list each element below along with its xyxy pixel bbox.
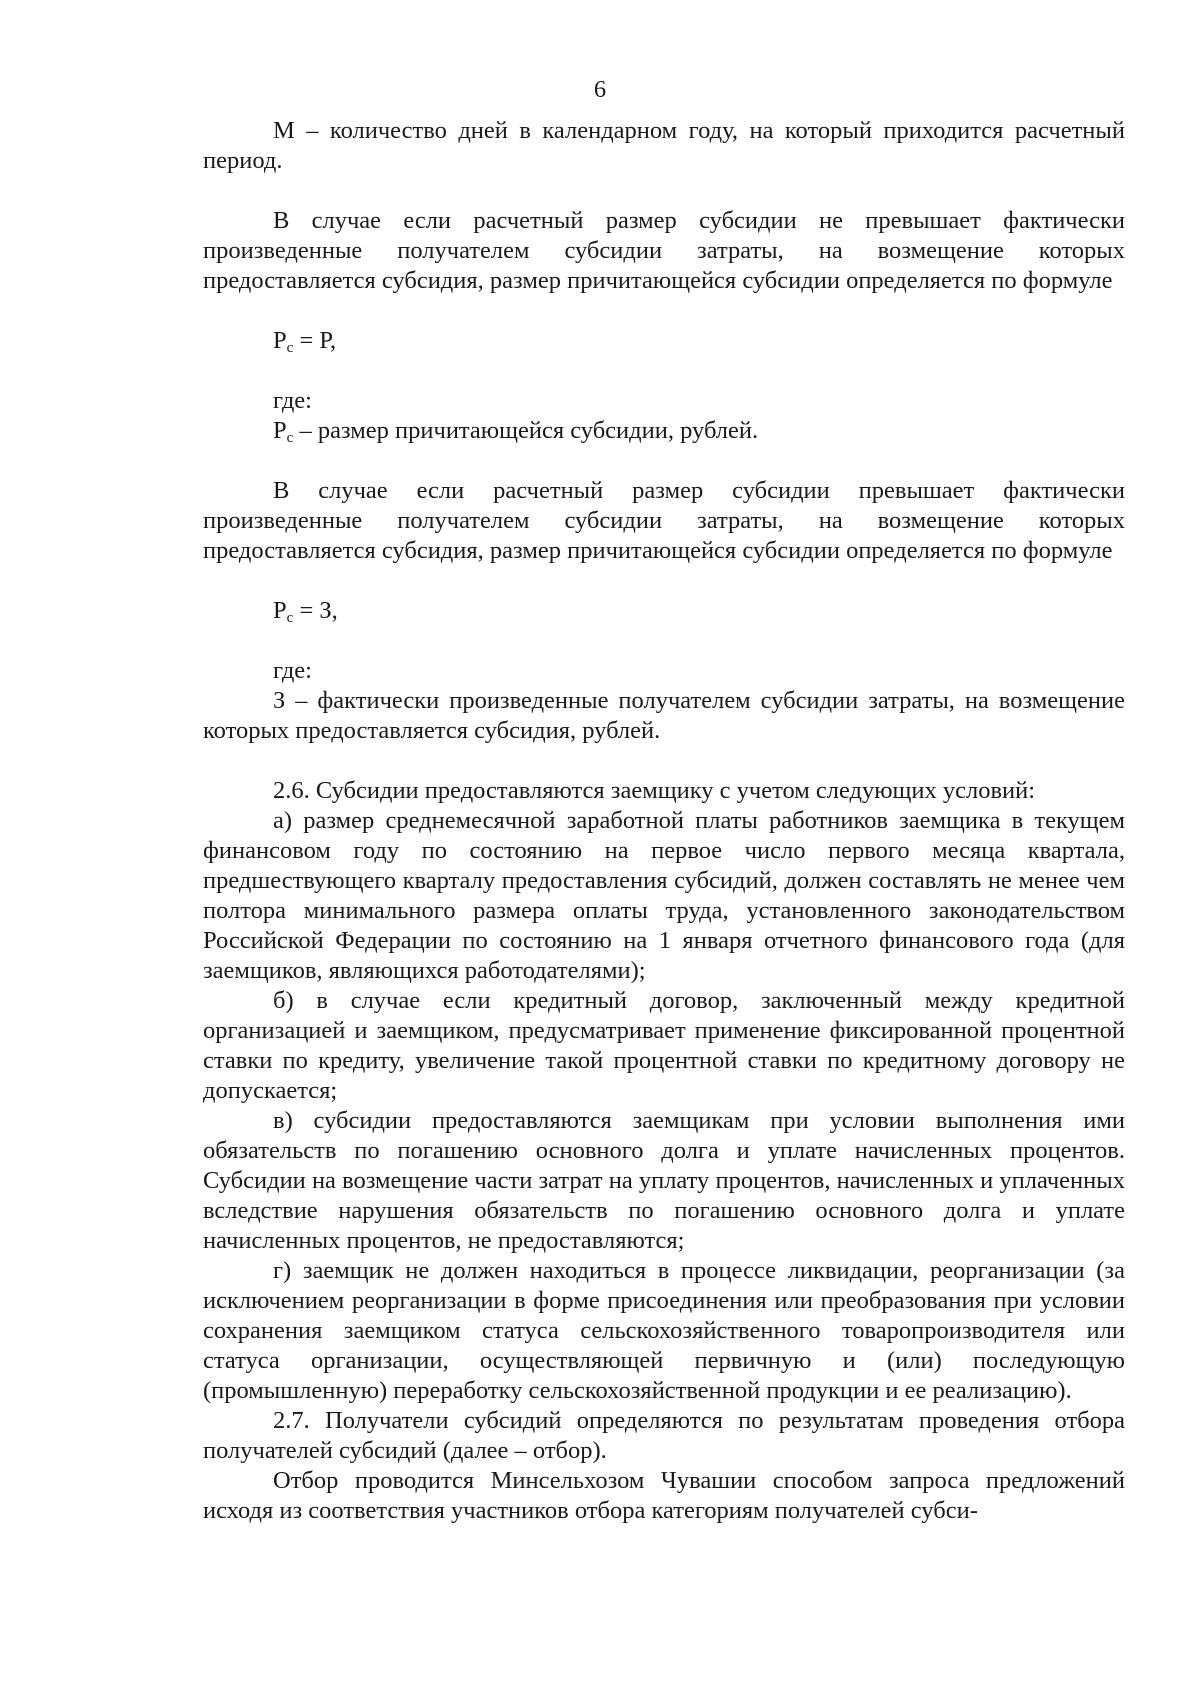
definition-symbol: Р [273,417,287,444]
paragraph-m-definition: М – количество дней в календарном году, на который приходится расчетный период. [203,117,1125,174]
formula-pc-equals-p [203,326,1125,356]
paragraph-2-6: 2.6. Субсидии предоставляются заемщику с учетом следующих условий: [273,777,1036,804]
paragraph-pc-definition [203,416,1125,446]
page-number: 6 [593,76,607,103]
paragraph-case-not-exceeds: В случае если расчетный размер субсидии не превышает фактически произведенные получателем субсидии затраты, на возмещение которых предоставляется субсидия, размер причитающейся субсидии определяется по формуле [203,207,1125,294]
formula-subscript: с [286,610,294,626]
where-label: где: [273,387,312,414]
formula-symbol: Р [273,327,287,354]
paragraph-2-6-a: а) размер среднемесячной заработной платы работников заемщика в текущем финансовом году по состоянию на первое число первого месяца квартала, предшествующего кварталу предоставления субсидий, должен составлять не менее чем полтора минимального размера оплаты труда, установленного законодательством Российской Федерации по состоянию на 1 января отчетного финансового года (для заемщиков, являющихся работодателями); [203,807,1125,984]
document-body [203,116,1125,1526]
formula-rhs: = Р, [293,327,337,354]
where-label: где: [273,657,312,684]
formula-subscript: с [286,340,294,356]
paragraph-case-exceeds: В случае если расчетный размер субсидии превышает фактически произведенные получателем субсидии затраты, на возмещение которых предоставляется субсидия, размер причитающейся субсидии определяется по формуле [203,477,1125,564]
definition-text: – размер причитающейся субсидии, рублей. [293,417,759,444]
formula-symbol: Р [273,597,287,624]
formula-pc-equals-z [203,596,1125,626]
paragraph-2-7: 2.7. Получатели субсидий определяются по результатам проведения отбора получателей субсидий (далее – отбор). [203,1407,1125,1464]
paragraph-2-6-g: г) заемщик не должен находиться в процессе ликвидации, реорганизации (за исключением реорганизации в форме присоединения или преобразования при условии сохранения заемщиком статуса сельскохозяйственного товаропроизводителя или статуса организации, осуществляющей первичную и (или) последующую (промышленную) переработку сельскохозяйственной продукции и ее реализацию). [203,1257,1125,1404]
paragraph-selection: Отбор проводится Минсельхозом Чувашии способом запроса предложений исходя из соответствия участников отбора категориям получателей субси- [203,1467,1125,1524]
paragraph-2-6-v: в) субсидии предоставляются заемщикам при условии выполнения ими обязательств по погашению основного долга и уплате начисленных процентов. Субсидии на возмещение части затрат на уплату процентов, начисленных и уплаченных вследствие нарушения обязательств по погашению основного долга и уплате начисленных процентов, не предоставляются; [203,1107,1125,1254]
formula-rhs: = З, [293,597,338,624]
definition-subscript: с [286,430,294,446]
paragraph-z-definition: З – фактически произведенные получателем субсидии затраты, на возмещение которых предоставляется субсидия, рублей. [203,687,1125,744]
paragraph-2-6-b: б) в случае если кредитный договор, заключенный между кредитной организацией и заемщиком, предусматривает применение фиксированной процентной ставки по кредиту, увеличение такой процентной ставки по кредитному договору не допускается; [203,987,1125,1104]
